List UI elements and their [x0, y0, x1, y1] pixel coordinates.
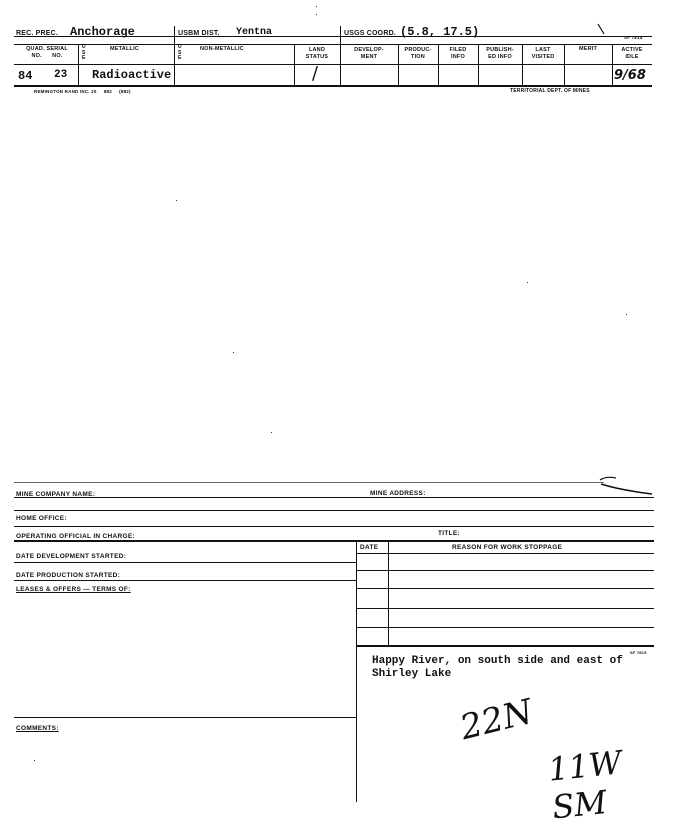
last-visited-header: LAST VISITED	[531, 47, 555, 60]
filed-info-header: FILED INFO	[449, 47, 467, 60]
active-idle-header: ACTIVE IDLE	[621, 47, 643, 60]
usbm-dist-value: Yentna	[236, 27, 273, 38]
usgs-coord-label: USGS COORD.	[344, 30, 396, 37]
date-column-header: DATE	[360, 544, 379, 551]
pen-stroke-mark	[601, 484, 652, 494]
metallic-use-header: U S E	[82, 44, 86, 61]
date-development-label: DATE DEVELOPMENT STARTED:	[16, 553, 127, 560]
metallic-value: Radioactive	[92, 68, 172, 82]
printer-imprint: REMINGTON RAND INC. 20 882 (882)	[34, 89, 131, 94]
location-note: Happy River, on south side and east of Shirley Lake	[372, 655, 623, 680]
title-label: TITLE:	[438, 530, 461, 537]
handwritten-range: 11W SM	[546, 743, 624, 826]
rec-prec-value: Anchorage	[70, 25, 135, 39]
metallic-header: METALLIC	[110, 46, 139, 52]
production-header: PRODUC- TION	[404, 47, 432, 60]
merit-header: MERIT	[578, 46, 598, 52]
operating-official-label: OPERATING OFFICIAL IN CHARGE:	[16, 533, 135, 540]
form-number: SF 7814	[624, 35, 643, 40]
pen-tick-mark	[598, 24, 604, 34]
quad-serial-header: QUAD. SERIAL NO. NO.	[26, 46, 68, 59]
quad-number: 84	[18, 69, 33, 83]
home-office-label: HOME OFFICE:	[16, 515, 67, 522]
leases-offers-label: LEASES & OFFERS — TERMS OF:	[16, 586, 131, 593]
mine-company-name-label: MINE COMPANY NAME:	[16, 491, 96, 498]
land-status-header: LAND STATUS	[305, 47, 329, 60]
nonmetallic-use-header: U S E	[178, 44, 182, 61]
reason-column-header: REASON FOR WORK STOPPAGE	[452, 544, 563, 551]
usgs-coord-value: (5.8, 17.5)	[400, 25, 480, 39]
development-header: DEVELOP- MENT	[354, 47, 384, 60]
date-production-label: DATE PRODUCTION STARTED:	[16, 572, 121, 579]
published-info-header: PUBLISH- ED INFO	[486, 47, 514, 60]
serial-number: 23	[54, 69, 68, 81]
active-idle-value: 9/68	[614, 68, 646, 83]
mine-address-label: MINE ADDRESS:	[370, 490, 426, 497]
land-status-mark: /	[312, 63, 319, 84]
nonmetallic-header: NON-METALLIC	[200, 46, 244, 52]
handwritten-township: 22N	[456, 691, 537, 749]
comments-label: COMMENTS:	[16, 725, 59, 732]
usbm-dist-label: USBM DIST.	[178, 30, 220, 37]
rec-prec-label: REC. PREC.	[16, 30, 59, 37]
form-number-2: SF 7815	[630, 650, 647, 655]
pen-stroke-mark	[600, 477, 616, 480]
dept-imprint: TERRITORIAL DEPT. OF MINES	[510, 88, 590, 94]
